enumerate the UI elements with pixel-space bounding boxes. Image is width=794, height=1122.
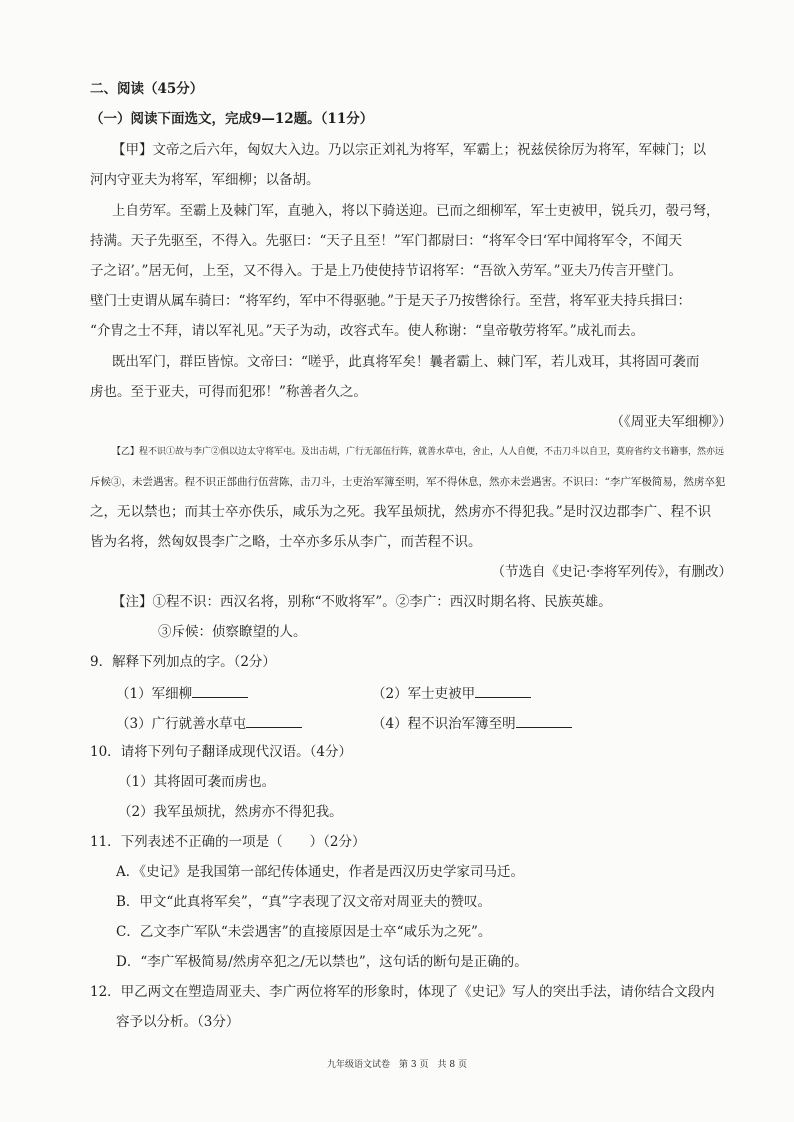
item-text: （1）军细柳 [116,686,193,702]
passage-line: 壁门士吏谓从属车骑曰：“将军约，军中不得驱驰。”于是天子乃按辔徐行。至营，将军亚夫持兵揖曰： [90,293,692,309]
question-11-stem: 11．下列表述不正确的一项是（ ）（2分） [90,834,366,850]
question-9-item-4 [372,713,572,733]
answer-blank[interactable] [246,713,302,728]
question-10-item-1: （1）其将固可袭而虏也。 [118,774,276,790]
passage-line: 【甲】文帝之后六年，匈奴大入边。乃以宗正刘礼为将军，军霸上；祝兹侯徐厉为将军，军棘门；以 [112,142,706,158]
question-9-stem: 9．解释下列加点的字。（2分） [90,654,276,670]
passage-source: （《周亚夫军细柳》） [610,414,732,430]
passage-line: 既出军门，群臣皆惊。文帝曰：“嗟乎，此真将军矣！曩者霸上、棘门军，若儿戏耳，其将固可袭而 [112,354,700,370]
item-text: （4）程不识治军簿至明 [372,716,516,732]
question-10-item-2: （2）我军虽烦扰，然虏亦不得犯我。 [118,804,343,820]
passage-line: 【乙】程不识①故与李广②俱以边太守将军屯。及出击胡，广行无部伍行阵，就善水草屯，舍止，人人自便，不击刀斗以自卫，莫府省约文书籍事，然亦远 [112,447,725,457]
question-12-line-2: 容予以分析。（3分） [116,1014,240,1030]
question-11-option-a[interactable]: A．《史记》是我国第一部纪传体通史，作者是西汉历史学家司马迁。 [116,864,524,880]
passage-line: 之，无以禁也；而其士卒亦佚乐，咸乐为之死。我军虽烦扰，然虏亦不得犯我。”是时汉边郡李广、程不识 [90,504,712,520]
question-9-item-1 [116,683,248,703]
question-9-item-2 [372,683,531,703]
passage-line: 虏也。至于亚夫，可得而犯邪！”称善者久之。 [90,384,367,400]
notes-line-1: 【注】①程不识：西汉名将，别称“不败将军”。②李广：西汉时期名将、民族英雄。 [112,594,612,610]
answer-blank[interactable] [475,683,531,698]
item-text: （2）军士吏被甲 [372,686,476,702]
question-11-option-c[interactable]: C．乙文李广军队“未尝遇害”的直接原因是士卒“咸乐为之死”。 [116,924,492,940]
page-footer: 九年级语文试卷 第 3 页 共 8 页 [327,1060,467,1070]
passage-line: 皆为名将，然匈奴畏李广之略，士卒亦多乐从李广，而苦程不识。 [90,534,482,550]
passage-line: 持满。天子先驱至，不得入。先驱曰：“天子且至！”军门都尉曰：“将军令曰‘军中闻将军令，不闻天 [90,233,682,249]
subsection-title: （一）阅读下面选文，完成9—12题。（11分） [90,111,374,127]
answer-blank[interactable] [516,713,572,728]
question-9-item-3 [116,713,302,733]
passage-line: 斥候③，未尝遇害。程不识正部曲行伍营陈，击刀斗，士吏治军簿至明，军不得休息，然亦未尝遇害。不识曰：“李广军极简易，然虏卒犯 [90,476,726,488]
item-text: （3）广行就善水草屯 [116,716,247,732]
question-10-stem: 10．请将下列句子翻译成现代汉语。（4分） [90,744,353,760]
question-12-line-1: 12．甲乙两文在塑造周亚夫、李广两位将军的形象时，体现了《史记》写人的突出手法，请你结合文段内 [90,984,715,1000]
section-title: 二、阅读（45分） [90,81,204,97]
passage-line: 河内守亚夫为将军，军细柳；以备胡。 [90,172,320,188]
passage-line: 上自劳军。至霸上及棘门军，直驰入，将以下骑送迎。已而之细柳军，军士吏被甲，锐兵刃，彀弓弩， [112,203,720,219]
answer-blank[interactable] [192,683,248,698]
passage-line: 子之诏’。”居无何，上至，又不得入。于是上乃使使持节诏将军：“吾欲入劳军。”亚夫乃传言开壁门。 [90,263,682,279]
question-11-option-b[interactable]: B．甲文“此真将军矣”，“真”字表现了汉文帝对周亚夫的赞叹。 [116,894,492,910]
passage-source: （节选自《史记·李将军列传》，有删改） [491,564,732,580]
notes-line-2: ③斥候：侦察瞭望的人。 [158,624,307,640]
question-11-option-d[interactable]: D．“李广军极简易/然虏卒犯之/无以禁也”，这句话的断句是正确的。 [116,954,528,970]
passage-line: “介胄之士不拜，请以军礼见。”天子为动，改容式车。使人称谢：“皇帝敬劳将军。”成礼而去。 [90,323,645,339]
